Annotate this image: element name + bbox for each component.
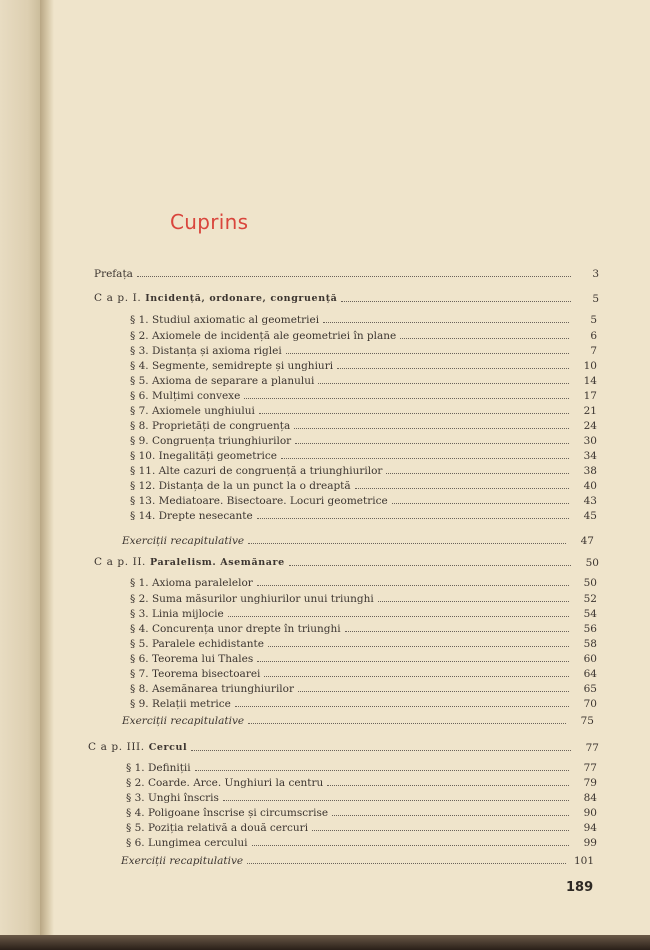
dot-leader	[268, 646, 569, 647]
chapter-title: Paralelism. Asemănare	[149, 557, 285, 568]
dot-leader	[248, 543, 566, 544]
toc-entry-row	[130, 591, 597, 605]
entry-label: § 11. Alte cazuri de congruență a triunghiurilor	[130, 465, 383, 477]
entry-label: § 6. Mulțimi convexe	[130, 390, 241, 402]
entry-label: § 5. Poziția relativă a două cercuri	[126, 822, 309, 834]
dot-leader	[341, 301, 571, 302]
entry-page-number: 34	[583, 450, 597, 462]
entry-page-number: 58	[583, 638, 597, 650]
toc-entry-row	[130, 493, 597, 507]
toc-entry-row	[130, 666, 597, 680]
entry-label: § 1. Definiții	[126, 762, 191, 774]
entry-label: § 8. Proprietăți de congruența	[130, 420, 291, 432]
dot-leader	[345, 631, 569, 632]
chapter-number: C a p. II.	[94, 556, 146, 568]
entry-page-number: 52	[583, 593, 597, 605]
entry-label: § 13. Mediatoare. Bisectoare. Locuri geometrice	[130, 495, 388, 507]
toc-entry-row	[130, 328, 597, 342]
toc-chapter-row	[94, 555, 599, 569]
toc-entry-row	[130, 606, 597, 620]
entry-page-number: 50	[583, 577, 597, 589]
entry-page-number: 14	[583, 375, 597, 387]
chapter-label	[94, 556, 285, 569]
entry-page-number: 99	[583, 837, 597, 849]
entry-page-number: 60	[583, 653, 597, 665]
entry-label: Exerciții recapitulative	[122, 535, 245, 547]
entry-page-number: 90	[583, 807, 597, 819]
entry-page-number: 94	[583, 822, 597, 834]
entry-label: § 3. Linia mijlocie	[130, 608, 224, 620]
dot-leader	[244, 398, 569, 399]
entry-page-number: 30	[583, 435, 597, 447]
entry-page-number: 10	[583, 360, 597, 372]
dot-leader	[312, 830, 569, 831]
dot-leader	[281, 458, 569, 459]
toc-entry-row	[130, 696, 597, 710]
entry-label: § 8. Asemănarea triunghiurilor	[130, 683, 295, 695]
dot-leader	[295, 443, 569, 444]
entry-label: § 4. Concurența unor drepte în triunghi	[130, 623, 341, 635]
chapter-label	[88, 741, 187, 754]
dot-leader	[386, 473, 569, 474]
entry-label: § 12. Distanța de la un punct la o dreaptă	[130, 480, 351, 492]
entry-page-number: 38	[583, 465, 597, 477]
toc-exercise-row	[121, 853, 594, 867]
dot-leader	[289, 565, 571, 566]
page-title: Cuprins	[170, 210, 249, 234]
chapter-label	[94, 292, 337, 305]
toc-entry-row	[126, 805, 597, 819]
entry-label: § 5. Paralele echidistante	[130, 638, 264, 650]
dot-leader	[257, 518, 569, 519]
toc-entry-row	[130, 575, 597, 589]
entry-label: § 6. Teorema lui Thales	[130, 653, 254, 665]
toc-entry-row	[126, 835, 597, 849]
entry-page-number: 24	[583, 420, 597, 432]
toc-entry-row	[130, 388, 597, 402]
entry-label: § 9. Relații metrice	[130, 698, 231, 710]
toc-entry-row	[130, 343, 597, 357]
entry-label: Exerciții recapitulative	[122, 715, 245, 727]
entry-label: § 2. Suma măsurilor unghiurilor unui triunghi	[130, 593, 374, 605]
dot-leader	[355, 488, 569, 489]
entry-page-number: 3	[592, 268, 599, 280]
dot-leader	[223, 800, 569, 801]
entry-label: Exerciții recapitulative	[121, 855, 244, 867]
entry-page-number: 45	[583, 510, 597, 522]
toc-entry-row	[130, 403, 597, 417]
toc-entry-row	[126, 820, 597, 834]
entry-label: § 6. Lungimea cercului	[126, 837, 248, 849]
entry-page-number: 17	[583, 390, 597, 402]
dot-leader	[195, 770, 569, 771]
entry-page-number: 77	[583, 762, 597, 774]
toc-entry-row	[130, 463, 597, 477]
entry-label: § 1. Studiul axiomatic al geometriei	[130, 314, 320, 326]
chapter-title: Cercul	[148, 742, 188, 753]
dot-leader	[392, 503, 569, 504]
toc-entry-row	[130, 651, 597, 665]
dot-leader	[337, 368, 569, 369]
toc-entry-row	[130, 448, 597, 462]
toc-exercise-row	[122, 533, 594, 547]
entry-label: § 2. Coarde. Arce. Unghiuri la centru	[126, 777, 324, 789]
dot-leader	[318, 383, 569, 384]
toc-entry-row	[130, 418, 597, 432]
dot-leader	[228, 616, 569, 617]
dot-leader	[137, 276, 571, 277]
entry-page-number: 101	[573, 855, 594, 867]
entry-page-number: 21	[583, 405, 597, 417]
entry-label: § 9. Congruența triunghiurilor	[130, 435, 292, 447]
entry-page-number: 5	[592, 293, 599, 305]
dot-leader	[400, 338, 569, 339]
toc-chapter-row	[88, 740, 599, 754]
entry-page-number: 79	[583, 777, 597, 789]
dot-leader	[294, 428, 569, 429]
entry-page-number: 75	[580, 715, 594, 727]
dot-leader	[257, 585, 569, 586]
dot-leader	[327, 785, 569, 786]
dot-leader	[332, 815, 569, 816]
entry-page-number: 7	[590, 345, 597, 357]
dot-leader	[252, 845, 569, 846]
entry-page-number: 70	[583, 698, 597, 710]
toc-entry-row	[130, 636, 597, 650]
dot-leader	[264, 676, 569, 677]
chapter-number: C a p. I.	[94, 292, 142, 304]
toc-entry-row	[130, 358, 597, 372]
entry-page-number: 56	[583, 623, 597, 635]
entry-page-number: 65	[583, 683, 597, 695]
entry-label: § 7. Teorema bisectoarei	[130, 668, 261, 680]
dot-leader	[257, 661, 569, 662]
chapter-title: Incidență, ordonare, congruență	[145, 293, 338, 304]
entry-label: § 10. Inegalități geometrice	[130, 450, 277, 462]
entry-label: § 4. Segmente, semidrepte și unghiuri	[130, 360, 334, 372]
dot-leader	[248, 723, 566, 724]
entry-label: § 14. Drepte nesecante	[130, 510, 253, 522]
page-number: 189	[566, 880, 594, 895]
dot-leader	[259, 413, 569, 414]
toc-entry-row	[126, 790, 597, 804]
toc-entry-row	[130, 478, 597, 492]
toc-entry-row	[130, 621, 597, 635]
entry-label: § 5. Axioma de separare a planului	[130, 375, 315, 387]
entry-page-number: 50	[585, 557, 599, 569]
entry-label: § 2. Axiomele de incidență ale geometriei în plane	[130, 330, 397, 342]
toc-entry-row	[130, 312, 597, 326]
toc-entry-row	[130, 508, 597, 522]
entry-page-number: 64	[583, 668, 597, 680]
toc-entry-row	[130, 681, 597, 695]
entry-page-number: 5	[590, 314, 597, 326]
dot-leader	[235, 706, 569, 707]
entry-label: § 3. Unghi înscris	[126, 792, 219, 804]
entry-label: § 1. Axioma paralelelor	[130, 577, 253, 589]
toc-entry-row	[130, 433, 597, 447]
entry-page-number: 84	[583, 792, 597, 804]
chapter-number: C a p. III.	[88, 741, 145, 753]
entry-label: Prefața	[94, 268, 133, 280]
toc-chapter-row	[94, 291, 599, 305]
entry-page-number: 47	[580, 535, 594, 547]
dot-leader	[298, 691, 569, 692]
dot-leader	[191, 750, 571, 751]
scan-bottom-edge	[0, 935, 650, 950]
entry-label: § 7. Axiomele unghiului	[130, 405, 255, 417]
dot-leader	[323, 322, 569, 323]
entry-page-number: 43	[583, 495, 597, 507]
toc-entry-row	[126, 760, 597, 774]
entry-page-number: 40	[583, 480, 597, 492]
dot-leader	[286, 353, 569, 354]
entry-label: § 4. Poligoane înscrise și circumscrise	[126, 807, 329, 819]
entry-page-number: 54	[583, 608, 597, 620]
dot-leader	[378, 601, 569, 602]
toc-entry-row	[94, 266, 599, 280]
entry-page-number: 6	[590, 330, 597, 342]
toc-entry-row	[126, 775, 597, 789]
dot-leader	[247, 863, 566, 864]
toc-entry-row	[130, 373, 597, 387]
toc-exercise-row	[122, 713, 594, 727]
entry-label: § 3. Distanța și axioma riglei	[130, 345, 282, 357]
entry-page-number: 77	[585, 742, 599, 754]
